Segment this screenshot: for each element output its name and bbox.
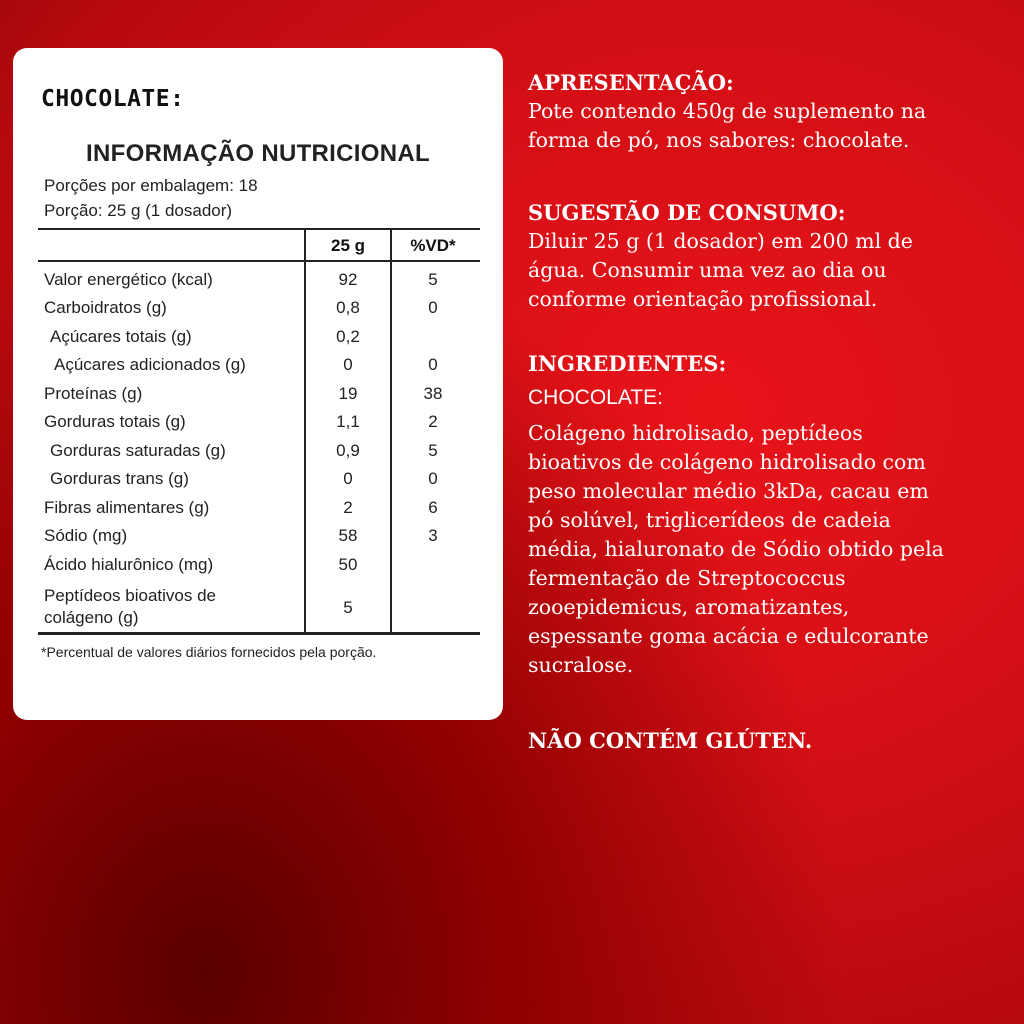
row-label: Açúcares totais (g) (50, 327, 192, 346)
row-label: Açúcares adicionados (g) (54, 355, 246, 374)
text-line: zooepidemicus, aromatizantes, (528, 595, 850, 619)
text-line: peso molecular médio 3kDa, cacau em (528, 479, 929, 503)
text-line: água. Consumir uma vez ao dia ou (528, 258, 887, 282)
table-row (38, 584, 480, 630)
ingredients-heading: INGREDIENTES: (528, 351, 727, 376)
row-vd: 0 (428, 298, 438, 317)
text-line: pó solúvel, triglicerídeos de cadeia (528, 508, 891, 532)
row-label-continued: colágeno (g) (44, 608, 139, 627)
serving-size: Porção: 25 g (1 dosador) (44, 201, 233, 220)
presentation-heading: APRESENTAÇÃO: (528, 70, 734, 95)
text-line: forma de pó, nos sabores: chocolate. (528, 128, 910, 152)
row-vd: 3 (428, 526, 438, 545)
table-bottom-rule (38, 632, 480, 635)
text-line: espessante goma acácia e edulcorante (528, 624, 929, 648)
nutrition-title: INFORMAÇÃO NUTRICIONAL (86, 140, 430, 167)
row-value: 0 (343, 469, 353, 488)
row-label: Ácido hialurônico (mg) (44, 555, 214, 574)
row-value: 58 (338, 526, 358, 545)
row-value: 0,9 (336, 441, 360, 460)
text-line: fermentação de Streptococcus (528, 566, 846, 590)
text-line: Colágeno hidrolisado, peptídeos (528, 421, 863, 445)
row-label: Proteínas (g) (44, 384, 143, 403)
flavor-title: CHOCOLATE: (41, 86, 185, 112)
row-label: Sódio (mg) (44, 526, 128, 545)
row-vd: 38 (423, 384, 443, 403)
row-value: 2 (343, 498, 353, 517)
servings-per-package: Porções por embalagem: 18 (44, 176, 258, 195)
row-value: 0,8 (336, 298, 360, 317)
ingredients-flavor: CHOCOLATE: (528, 386, 663, 409)
row-vd: 0 (428, 469, 438, 488)
row-value: 0,2 (336, 327, 360, 346)
text-line: Pote contendo 450g de suplemento na (528, 99, 927, 123)
table-top-rule (38, 228, 480, 230)
row-label: Gorduras totais (g) (44, 412, 186, 431)
row-label: Carboidratos (g) (44, 298, 167, 317)
col-header-vd: %VD* (410, 236, 456, 255)
row-value: 92 (338, 270, 358, 289)
row-vd: 5 (428, 270, 438, 289)
nutrition-card (13, 48, 503, 720)
presentation-text (528, 97, 998, 155)
nutrition-table (38, 228, 480, 635)
row-value: 1,1 (336, 412, 360, 431)
row-value: 19 (338, 384, 358, 403)
row-label: Fibras alimentares (g) (44, 498, 210, 517)
text-line: bioativos de colágeno hidrolisado com (528, 450, 926, 474)
footnote: *Percentual de valores diários fornecidos pela porção. (41, 644, 377, 660)
row-vd: 0 (428, 355, 438, 374)
row-label: Gorduras trans (g) (50, 469, 189, 488)
row-label: Valor energético (kcal) (44, 270, 213, 289)
row-label: Peptídeos bioativos de (44, 586, 217, 605)
row-value: 5 (343, 598, 353, 617)
usage-heading: SUGESTÃO DE CONSUMO: (528, 200, 846, 225)
row-vd: 5 (428, 441, 438, 460)
row-label: Gorduras saturadas (g) (50, 441, 226, 460)
text-line: média, hialuronato de Sódio obtido pela (528, 537, 944, 561)
text-line: conforme orientação profissional. (528, 287, 878, 311)
row-value: 50 (338, 555, 358, 574)
text-line: Diluir 25 g (1 dosador) em 200 ml de (528, 229, 913, 253)
ingredients-text (528, 419, 998, 680)
row-vd: 2 (428, 412, 438, 431)
row-vd: 6 (428, 498, 438, 517)
row-value: 0 (343, 355, 353, 374)
table-header-rule (38, 260, 480, 262)
gluten-warning: NÃO CONTÉM GLÚTEN. (528, 728, 813, 753)
col-header-25g: 25 g (330, 236, 366, 255)
text-line: sucralose. (528, 653, 634, 677)
usage-text (528, 227, 998, 314)
